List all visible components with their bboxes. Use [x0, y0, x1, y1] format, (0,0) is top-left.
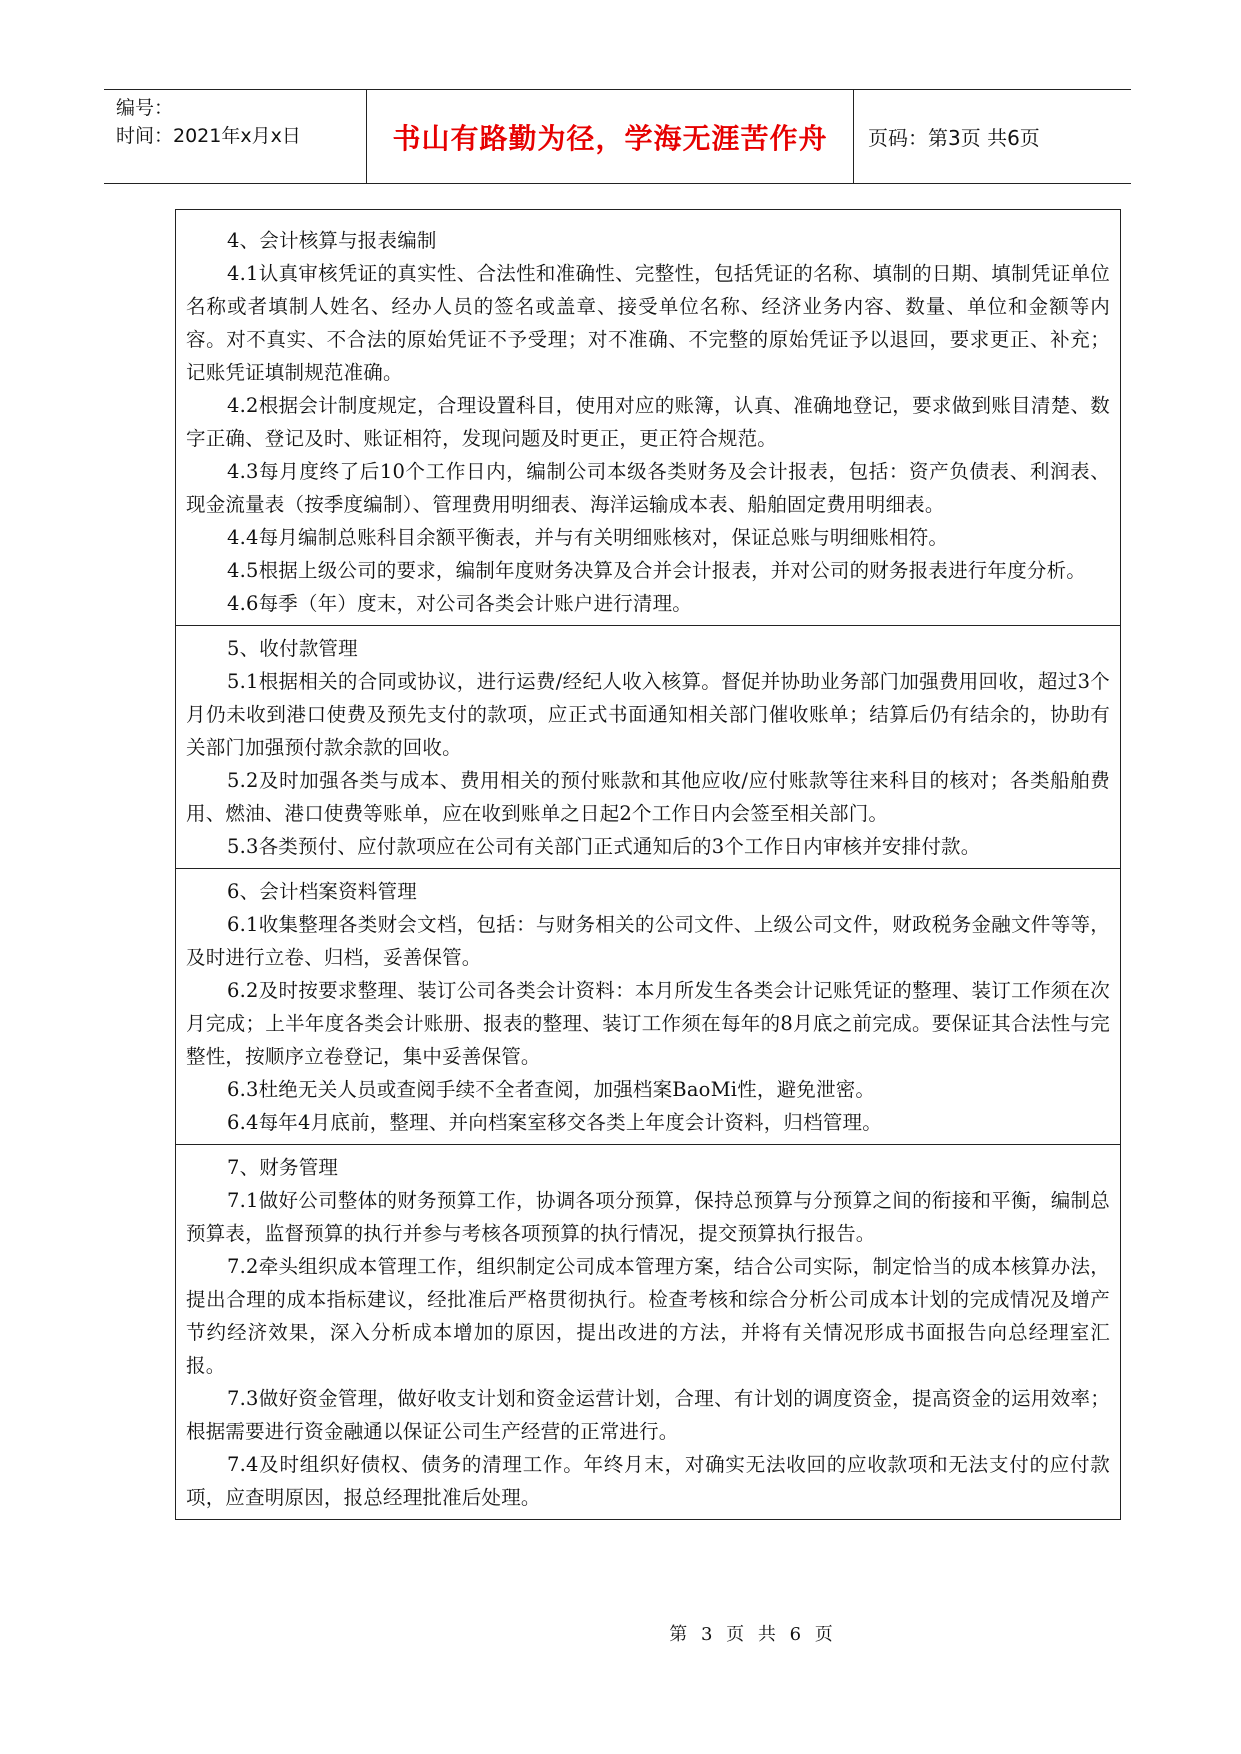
time-label: 时间：2021年x月x日 [116, 125, 301, 147]
serial-number-label: 编号： [116, 97, 174, 119]
motto-text: 书山有路勤为径，学海无涯苦作舟 [392, 121, 828, 155]
header-motto-cell [367, 90, 854, 183]
paragraph: 6.4每年4月底前，整理、并向档案室移交各类上年度会计资料，归档管理。 [227, 1111, 882, 1134]
header-info-cell [104, 90, 367, 183]
paragraph: 5.2及时加强各类与成本、费用相关的预付账款和其他应收/应付账款等往来科目的核对；各类船舶费用、燃油、港口使费等账单，应在收到账单之日起2个工作日内会签至相关部门。 [186, 769, 1110, 825]
section-payments [176, 625, 1120, 868]
section-heading: 4、会计核算与报表编制 [227, 229, 437, 252]
page-number-label: 页码：第3页 共6页 [868, 126, 1040, 150]
paragraph: 4.5根据上级公司的要求，编制年度财务决算及合并会计报表，并对公司的财务报表进行年度分析。 [227, 559, 1087, 582]
paragraph: 5.1根据相关的合同或协议，进行运费/经纪人收入核算。督促并协助业务部门加强费用回收，超过3个月仍未收到港口使费及预先支付的款项，应正式书面通知相关部门催收账单；结算后仍有结余的，协助有关部门加强预付款余款的回收。 [186, 670, 1110, 759]
paragraph: 6.2及时按要求整理、装订公司各类会计资料：本月所发生各类会计记账凭证的整理、装订工作须在次月完成；上半年度各类会计账册、报表的整理、装订工作须在每年的8月底之前完成。要保证其合法性与完整性，按顺序立卷登记，集中妥善保管。 [186, 979, 1110, 1068]
page-footer: 第 3 页 共 6 页 [669, 1624, 837, 1645]
paragraph: 4.3每月度终了后10个工作日内，编制公司本级各类财务及会计报表，包括：资产负债表、利润表、现金流量表（按季度编制）、管理费用明细表、海洋运输成本表、船舶固定费用明细表。 [186, 460, 1110, 516]
header-page-cell [854, 90, 1131, 183]
section-archives [176, 868, 1120, 1144]
paragraph: 4.4每月编制总账科目余额平衡表，并与有关明细账核对，保证总账与明细账相符。 [227, 526, 949, 549]
paragraph: 7.2牵头组织成本管理工作，组织制定公司成本管理方案，结合公司实际，制定恰当的成本核算办法，提出合理的成本指标建议，经批准后严格贯彻执行。检查考核和综合分析公司成本计划的完成情况及增产节约经济效果，深入分析成本增加的原因，提出改进的方法，并将有关情况形成书面报告向总经理室汇报。 [186, 1255, 1110, 1377]
paragraph: 4.1认真审核凭证的真实性、合法性和准确性、完整性，包括凭证的名称、填制的日期、填制凭证单位名称或者填制人姓名、经办人员的签名或盖章、接受单位名称、经济业务内容、数量、单位和金额等内容。对不真实、不合法的原始凭证不予受理；对不准确、不完整的原始凭证予以退回，要求更正、补充；记账凭证填制规范准确。 [186, 262, 1110, 384]
content-table [175, 209, 1121, 1520]
paragraph: 5.3各类预付、应付款项应在公司有关部门正式通知后的3个工作日内审核并安排付款。 [227, 835, 981, 858]
paragraph: 7.1做好公司整体的财务预算工作，协调各项分预算，保持总预算与分预算之间的衔接和平衡，编制总预算表，监督预算的执行并参与考核各项预算的执行情况，提交预算执行报告。 [186, 1189, 1110, 1245]
section-heading: 7、财务管理 [227, 1156, 339, 1179]
section-heading: 5、收付款管理 [227, 637, 358, 660]
paragraph: 6.1收集整理各类财会文档，包括：与财务相关的公司文件、上级公司文件，财政税务金融文件等等，及时进行立卷、归档，妥善保管。 [186, 913, 1110, 969]
paragraph: 7.3做好资金管理，做好收支计划和资金运营计划，合理、有计划的调度资金，提高资金的运用效率；根据需要进行资金融通以保证公司生产经营的正常进行。 [186, 1387, 1110, 1443]
paragraph: 6.3杜绝无关人员或查阅手续不全者查阅，加强档案BaoMi性，避免泄密。 [227, 1078, 876, 1101]
section-finance [176, 1144, 1120, 1519]
section-heading: 6、会计档案资料管理 [227, 880, 417, 903]
section-accounting [176, 210, 1120, 625]
paragraph: 4.2根据会计制度规定，合理设置科目，使用对应的账簿，认真、准确地登记，要求做到账目清楚、数字正确、登记及时、账证相符，发现问题及时更正，更正符合规范。 [186, 394, 1110, 450]
page-header [104, 89, 1131, 184]
paragraph: 4.6每季（年）度末，对公司各类会计账户进行清理。 [227, 592, 693, 615]
paragraph: 7.4及时组织好债权、债务的清理工作。年终月末，对确实无法收回的应收款项和无法支付的应付款项，应查明原因，报总经理批准后处理。 [186, 1453, 1110, 1509]
